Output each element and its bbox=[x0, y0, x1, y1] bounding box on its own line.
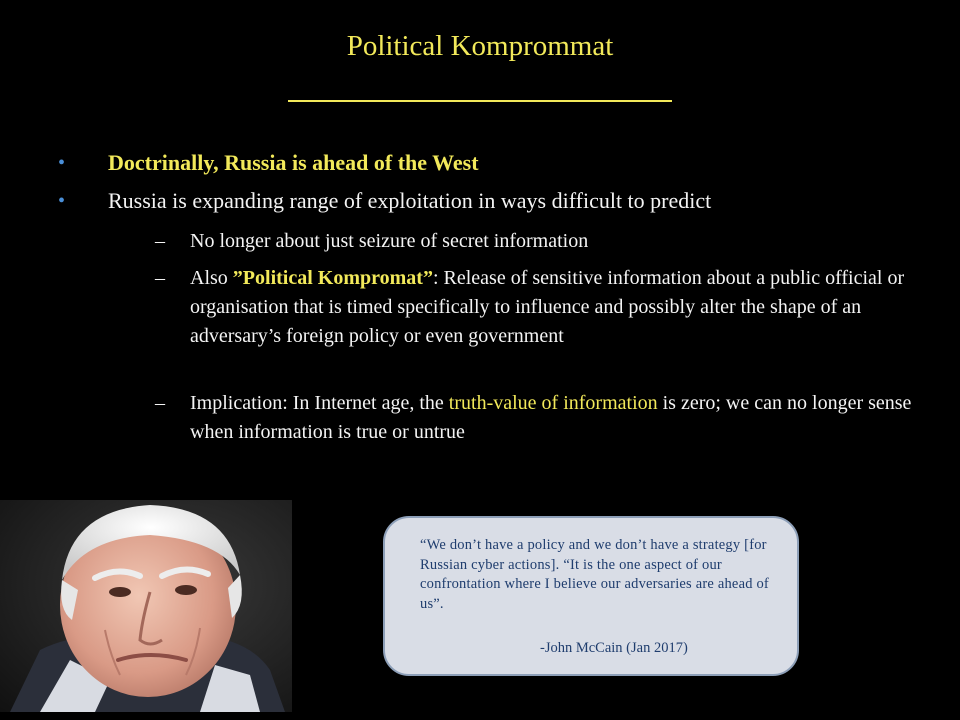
dash-icon: – bbox=[155, 230, 165, 252]
sub-bullet-post: is zero; we can no longer sense when information is true or untrue bbox=[190, 392, 912, 443]
quote-attribution: -John McCain (Jan 2017) bbox=[540, 640, 688, 656]
sub-bullet-pre: Also bbox=[190, 267, 233, 289]
portrait-illustration bbox=[0, 500, 292, 712]
sub-bullet-pre: Implication: In Internet age, the bbox=[190, 392, 449, 414]
bullet-text: Doctrinally, Russia is ahead of the West bbox=[108, 150, 479, 175]
slide-title: Political Komprommat bbox=[346, 30, 614, 62]
kompromat-highlight: ”Political Kompromat” bbox=[232, 267, 433, 289]
portrait-photo bbox=[0, 500, 292, 712]
quote-callout bbox=[383, 516, 799, 676]
sub-bullet-text: No longer about just seizure of secret information bbox=[190, 230, 589, 252]
dash-icon: – bbox=[155, 392, 165, 414]
bullet-text: Russia is expanding range of exploitation in ways difficult to predict bbox=[108, 188, 712, 213]
truth-value-highlight: truth-value of information bbox=[448, 392, 658, 414]
title-underline bbox=[288, 100, 672, 102]
sub-bullet-text bbox=[190, 389, 935, 447]
bullet-icon: • bbox=[58, 190, 66, 212]
bullet-icon: • bbox=[58, 152, 66, 174]
sub-bullet-text bbox=[190, 264, 935, 351]
sub-bullet-post: : Release of sensitive information about a public official or organisation that is timed specifically to influence and possibly alter the shape of an adversary’s foreign policy or even government bbox=[190, 267, 905, 347]
quote-text: “We don’t have a policy and we don’t have a strategy [for Russian cyber actions]. “It is the one aspect of our confrontation where I believe our adversaries are ahead of us”. bbox=[420, 537, 769, 612]
dash-icon: – bbox=[155, 267, 165, 289]
